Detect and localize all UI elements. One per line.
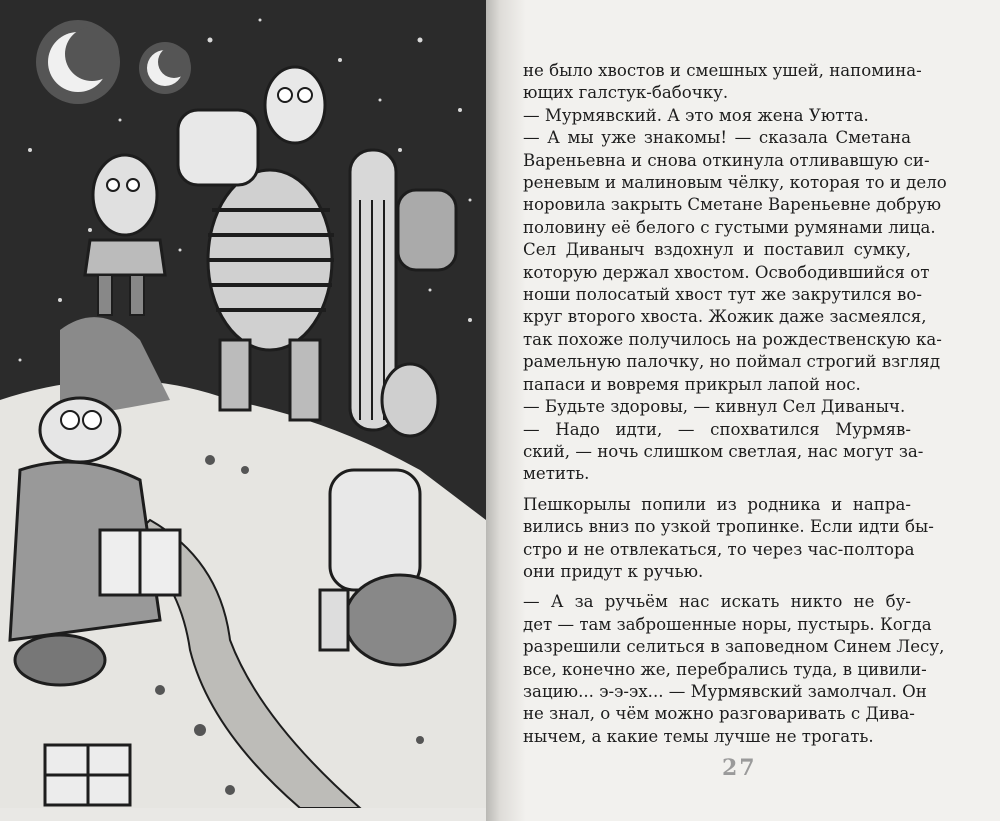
text-line: папаси и вовремя прикрыл лапой нос. xyxy=(523,374,861,394)
text-line: не было хвостов и смешных ушей, напомина- xyxy=(523,61,922,80)
text-line: круг второго хвоста. Жожик даже засмеялся, xyxy=(523,307,927,327)
text-line: не знал, о чём можно разговаривать с Дива- xyxy=(523,704,915,724)
text-line: — Надо идти, — спохватился Мурмяв- xyxy=(523,419,911,439)
text-line: норовила закрыть Сметане Вареньевне добрую xyxy=(523,195,942,215)
book-gutter xyxy=(486,0,526,821)
page-bottom-edge xyxy=(0,808,486,821)
text-line: метить. xyxy=(523,464,590,484)
text-line: ноши полосатый хвост тут же закрутился во- xyxy=(523,285,922,305)
page-number: 27 xyxy=(722,755,757,781)
text-line: которую держал хвостом. Освободившийся от xyxy=(523,262,930,282)
text-line: — Будьте здоровы, — кивнул Сел Диваныч. xyxy=(523,397,906,417)
text-line: Пешкорылы попили из родника и напра- xyxy=(523,494,911,514)
text-page xyxy=(523,60,947,748)
text-line: зацию... э-э-эх... — Мурмявский замолчал. Он xyxy=(523,681,927,701)
text-line: нычем, а какие темы лучше не трогать. xyxy=(523,726,874,746)
text-line: — Мурмявский. А это моя жена Уютта. xyxy=(523,105,869,125)
illustration-page xyxy=(0,0,486,808)
text-line: ский, — ночь слишком светлая, нас могут за- xyxy=(523,441,924,461)
text-line: разрешили селиться в заповедном Синем Лесу, xyxy=(523,637,945,657)
text-line: — А мы уже знакомы! — сказала Сметана xyxy=(523,128,911,148)
night-scene-illustration xyxy=(0,0,486,808)
text-line: так похоже получилось на рождественскую ка- xyxy=(523,329,942,349)
text-line: стро и не отвлекаться, то через час-полтора xyxy=(523,539,915,559)
text-line: половину её белого с густыми румянами лица. xyxy=(523,217,936,237)
text-line: Сел Диваныч вздохнул и поставил сумку, xyxy=(523,240,911,260)
text-line: дет — там заброшенные норы, пустырь. Когда xyxy=(523,614,932,634)
text-line: все, конечно же, перебрались туда, в цивили- xyxy=(523,659,927,679)
text-line: Вареньевна и снова откинула отливавшую си- xyxy=(523,150,930,170)
text-line: рамельную палочку, но поймал строгий взгляд xyxy=(523,352,941,372)
text-line: ющих галстук-бабочку. xyxy=(523,83,729,103)
text-line: — А за ручьём нас искать никто не бу- xyxy=(523,592,911,612)
text-line: реневым и малиновым чёлку, которая то и дело xyxy=(523,173,947,193)
text-line: они придут к ручью. xyxy=(523,561,704,581)
text-line: вились вниз по узкой тропинке. Если идти бы- xyxy=(523,517,934,537)
